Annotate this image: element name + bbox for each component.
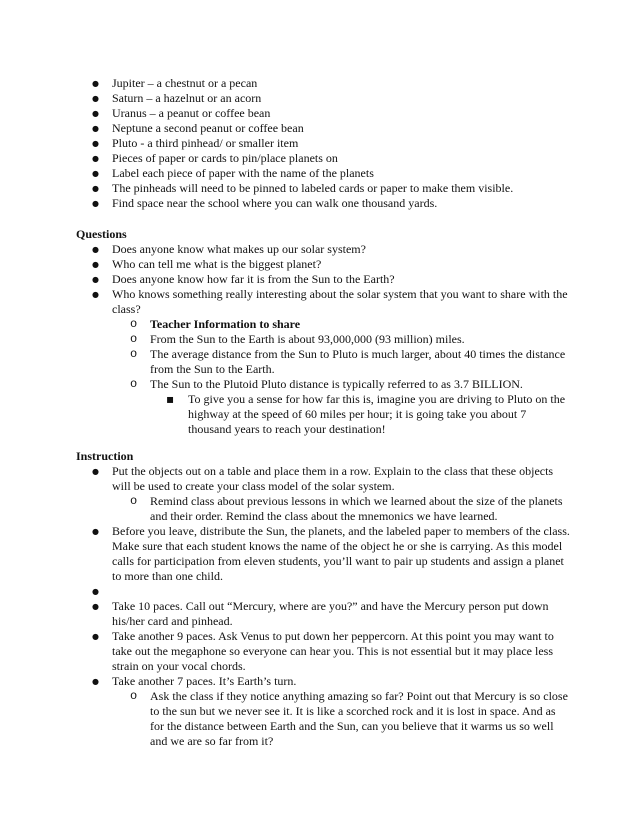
spacer <box>112 584 572 599</box>
list-item: ● Label each piece of paper with the name of the planets <box>112 166 572 181</box>
list-item: o Remind class about previous lessons in which we learned about the size of the planets and their order. Remind the class about the mnemonics we have learned. <box>150 494 572 524</box>
instruction-list <box>112 464 572 749</box>
list-item: ● Who can tell me what is the biggest planet? <box>112 257 572 272</box>
list-item: ● Before you leave, distribute the Sun, the planets, and the labeled paper to members of the class. Make sure that each student knows the name of the object he or she is carrying. As this model calls for participation from eleven students, you’ll want to pair up students and assign a planet to more than one child. <box>112 524 572 584</box>
fact-detail-list <box>112 392 572 437</box>
list-item: ● Pieces of paper or cards to pin/place planets on <box>112 151 572 166</box>
list-item: o The average distance from the Sun to Pluto is much larger, about 40 times the distance from the Sun to the Earth. <box>150 347 572 377</box>
list-item <box>150 317 572 332</box>
list-item: o From the Sun to the Earth is about 93,000,000 (93 million) miles. <box>150 332 572 347</box>
list-item <box>112 464 572 524</box>
fact-text: The Sun to the Plutoid Pluto distance is typically referred to as 3.7 BILLION. <box>150 377 523 391</box>
list-item: ▪ To give you a sense for how far this is, imagine you are driving to Pluto on the highway at the speed of 60 miles per hour; it is going take you about 7 thousand years to reach your destination! <box>188 392 572 437</box>
list-item: ● Uranus – a peanut or coffee bean <box>112 106 572 121</box>
instruction-sub-list <box>112 689 572 749</box>
question-text: Who knows something really interesting about the solar system that you want to share with the class? <box>112 287 568 316</box>
list-item: ● Jupiter – a chestnut or a pecan <box>112 76 572 91</box>
list-item: ● Saturn – a hazelnut or an acorn <box>112 91 572 106</box>
materials-list <box>112 76 572 211</box>
list-item: ● The pinheads will need to be pinned to labeled cards or paper to make them visible. <box>112 181 572 196</box>
list-item: ● Neptune a second peanut or coffee bean <box>112 121 572 136</box>
list-item: ● Pluto - a third pinhead/ or smaller item <box>112 136 572 151</box>
teacher-info-list <box>112 317 572 437</box>
instruction-heading: Instruction <box>76 449 134 463</box>
list-item <box>150 377 572 437</box>
instruction-sub-list <box>112 494 572 524</box>
list-item: ● Find space near the school where you can walk one thousand yards. <box>112 196 572 211</box>
list-item: o Ask the class if they notice anything amazing so far? Point out that Mercury is so close to the sun but we never see it. It is like a scorched rock and it is lost in space. And as for the distance between Earth and the Sun, can you believe that it warms us so well and we are so far from it? <box>150 689 572 749</box>
list-item: ● Take another 9 paces. Ask Venus to put down her peppercorn. At this point you may want to take out the megaphone so everyone can hear you. This is not essential but it may place less strain on your vocal chords. <box>112 629 572 674</box>
instruction-text: Put the objects out on a table and place them in a row. Explain to the class that these objects will be used to create your class model of the solar system. <box>112 464 554 493</box>
teacher-info-heading: Teacher Information to share <box>150 317 301 331</box>
list-item: ● Does anyone know how far it is from the Sun to the Earth? <box>112 272 572 287</box>
questions-heading: Questions <box>76 227 127 241</box>
instruction-text: Take another 7 paces. It’s Earth’s turn. <box>112 674 297 688</box>
list-item <box>112 287 572 437</box>
list-item: ● Take 10 paces. Call out “Mercury, where are you?” and have the Mercury person put down his/her card and pinhead. <box>112 599 572 629</box>
questions-list <box>112 242 572 437</box>
list-item: ● Does anyone know what makes up our solar system? <box>112 242 572 257</box>
list-item <box>112 674 572 749</box>
